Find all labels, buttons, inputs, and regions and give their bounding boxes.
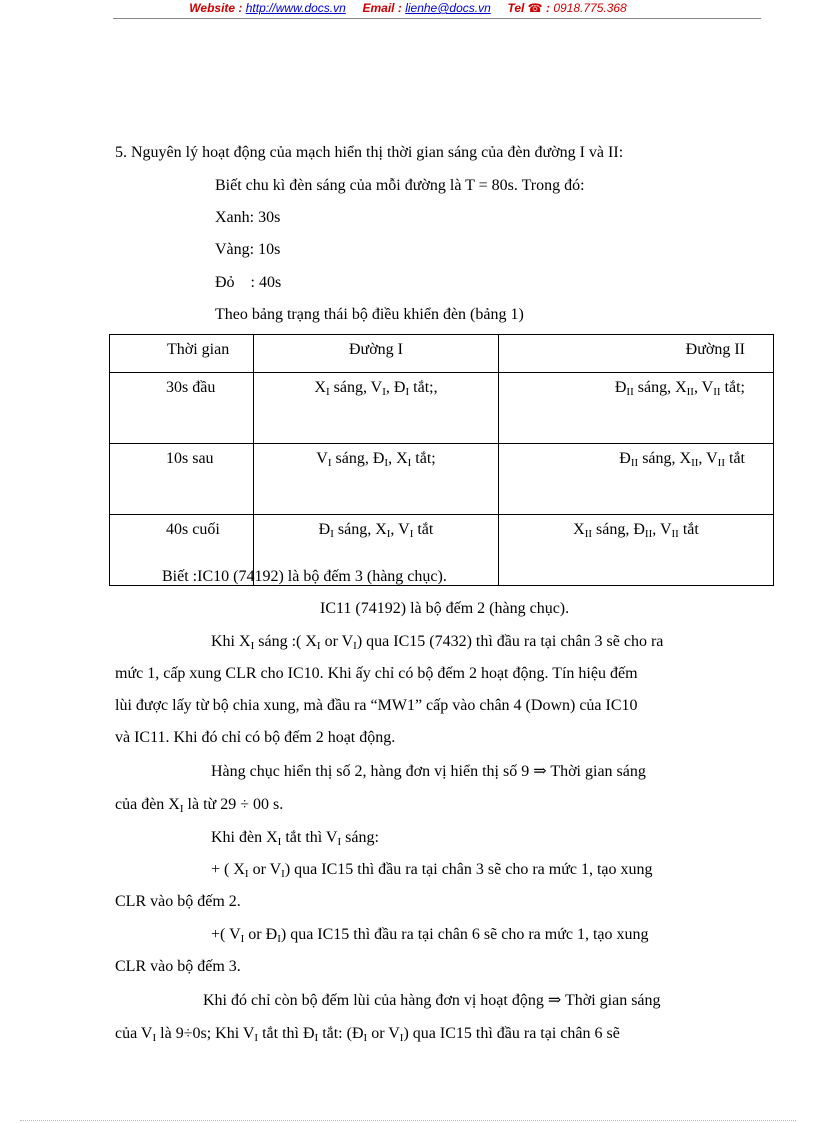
para1-line4: và IC11. Khi đó chỉ có bộ đếm 2 hoạt động. — [115, 729, 396, 746]
green-duration: Xanh: 30s — [215, 209, 281, 226]
para2-line2: của đèn $X_I$ là từ 29 ÷ 00 s. — [115, 796, 284, 815]
cell-road-2: $Đ_{II}$ sáng, $X_{II}$, $V_{II}$ tắt — [499, 444, 774, 515]
table-row — [110, 373, 774, 444]
para2-line1: Hàng chục hiển thị số 2, hàng đơn vị hiển thị số 9 ⇒ Thời gian sáng — [211, 763, 646, 780]
tel-number: 0918.775.368 — [553, 1, 627, 15]
email-link[interactable]: lienhe@docs.vn — [405, 1, 491, 15]
header-road-2: Đường II — [499, 335, 774, 373]
page-header — [0, 0, 816, 16]
cell-time: 40s cuối — [110, 515, 254, 586]
ic11-note: IC11 (74192) là bộ đếm 2 (hàng chục). — [320, 600, 570, 617]
cell-road-2: $Đ_{II}$ sáng, $X_{II}$, $V_{II}$ tắt; — [499, 373, 774, 444]
para3: Khi đèn $X_I$ tắt thì $V_I$ sáng: — [211, 829, 379, 848]
para4-line2: CLR vào bộ đếm 2. — [115, 893, 241, 910]
red-duration: Đỏ : 40s — [215, 274, 282, 291]
website-link[interactable]: http://www.docs.vn — [245, 1, 346, 15]
header-rule — [113, 18, 761, 19]
para1-line1: Khi $X_I$ sáng :( $X_I$ or $V_I$) qua IC15 (7432) thì đầu ra tại chân 3 sẽ cho ra — [211, 633, 664, 652]
email-label: Email : — [362, 1, 402, 15]
cell-road-2: $X_{II}$ sáng, $Đ_{II}$, $V_{II}$ tắt — [499, 515, 774, 586]
table-row — [110, 444, 774, 515]
para1-line3: lùi được lấy từ bộ chia xung, mà đầu ra “MW1” cấp vào chân 4 (Down) của IC10 — [115, 697, 638, 714]
state-table — [109, 334, 774, 586]
para5-line1: +( $V_I$ or $Đ_I$) qua IC15 thì đầu ra tại chân 6 sẽ cho ra mức 1, tạo xung — [211, 926, 649, 945]
table-header-row — [110, 335, 774, 373]
para6-line2: của $V_I$ là 9÷0s; Khi $V_I$ tắt thì $Đ_I$ tắt: ($Đ_I$ or $V_I$) qua IC15 thì đầu ra tại chân 6 sẽ — [115, 1025, 620, 1044]
section-title: 5. Nguyên lý hoạt động của mạch hiển thị thời gian sáng của đèn đường I và II: — [115, 144, 624, 161]
table-caption: Theo bảng trạng thái bộ điều khiển đèn (bảng 1) — [215, 306, 524, 323]
footer-rule — [20, 1120, 796, 1121]
intro-text: Biết chu kì đèn sáng của mỗi đường là T = 80s. Trong đó: — [215, 177, 585, 194]
header-time: Thời gian — [110, 335, 254, 373]
para5-line2: CLR vào bộ đếm 3. — [115, 958, 241, 975]
cell-road-1: $X_I$ sáng, $V_I$, $Đ_I$ tắt;, — [254, 373, 499, 444]
header-road-1: Đường I — [254, 335, 499, 373]
yellow-duration: Vàng: 10s — [215, 241, 281, 258]
cell-time: 10s sau — [110, 444, 254, 515]
cell-road-1: $V_I$ sáng, $Đ_I$, $X_I$ tắt; — [254, 444, 499, 515]
cell-time: 30s đầu — [110, 373, 254, 444]
tel-label: Tel ☎ : — [507, 1, 550, 15]
ic10-note: Biết :IC10 (74192) là bộ đếm 3 (hàng chục). — [162, 568, 447, 585]
para4-line1: + ( $X_I$ or $V_I$) qua IC15 thì đầu ra tại chân 3 sẽ cho ra mức 1, tạo xung — [211, 861, 653, 880]
para6-line1: Khi đó chỉ còn bộ đếm lùi của hàng đơn vị hoạt động ⇒ Thời gian sáng — [203, 992, 661, 1009]
cell-road-1: $Đ_I$ sáng, $X_I$, $V_I$ tắt — [254, 515, 499, 586]
website-label: Website : — [189, 1, 243, 15]
para1-line2: mức 1, cấp xung CLR cho IC10. Khi ấy chỉ có bộ đếm 2 hoạt động. Tín hiệu đếm — [115, 665, 638, 682]
